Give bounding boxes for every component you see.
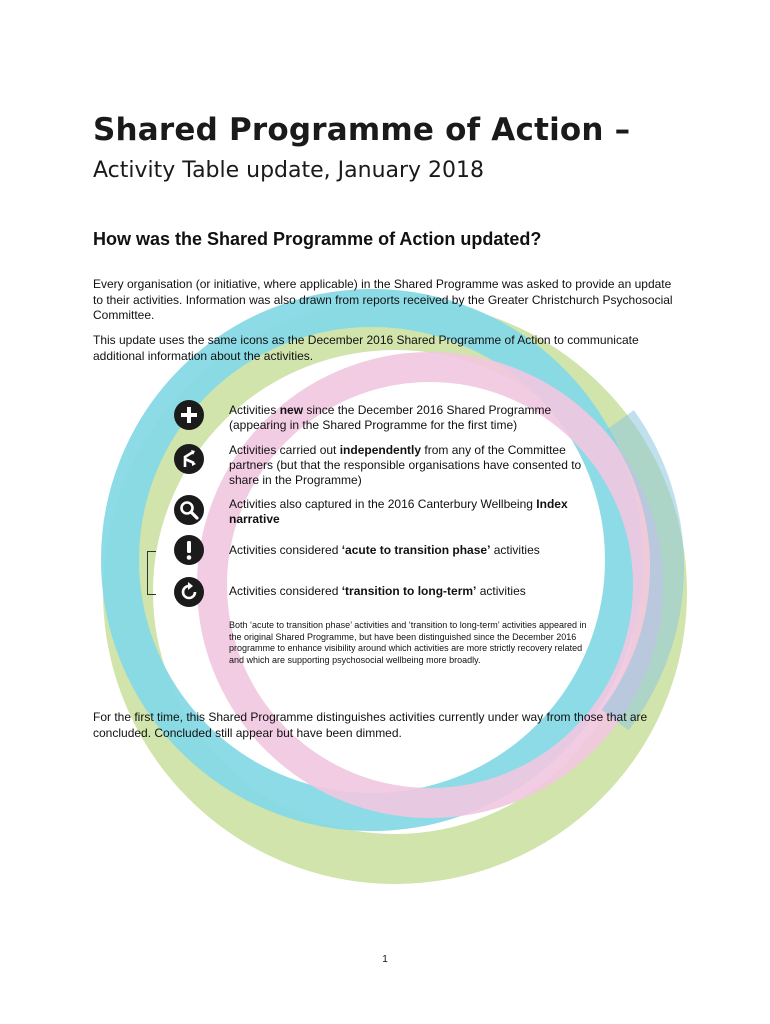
- legend-independent-post: from any of the Committee partners (but that the responsible organisations have consented to share in the Programme): [229, 443, 582, 487]
- icon-legend-new: [229, 403, 589, 433]
- legend-wellbeing-pre: Activities also captured in the 2016 Canterbury Wellbeing: [229, 497, 537, 511]
- legend-long-term-pre: Activities considered: [229, 584, 342, 598]
- legend-new-post: since the December 2016 Shared Programme (appearing in the Shared Programme for the first time): [229, 403, 552, 432]
- legend-acute-bold: ‘acute to transition phase’: [341, 543, 491, 557]
- legend-acute-pre: Activities considered: [229, 543, 342, 557]
- legend-independent-bold: independently: [339, 443, 422, 457]
- legend-independent-pre: Activities carried out: [229, 443, 340, 457]
- legend-new-bold: new: [279, 403, 304, 417]
- legend-long-term-bold: ‘transition to long-term’: [341, 584, 477, 598]
- group-bracket: [147, 551, 156, 595]
- intro-paragraph: Every organisation (or initiative, where applicable) in the Shared Programme was asked to provide an update to their activities. Information was also drawn from reports received by the Greater Christchurch Psychosocial Committee.: [93, 277, 673, 322]
- concluded-paragraph: For the first time, this Shared Programme distinguishes activities currently under way from those that are concluded. Concluded still appear but have been dimmed.: [93, 710, 648, 740]
- section-heading: How was the Shared Programme of Action updated?: [93, 229, 542, 249]
- page-title: Shared Programme of Action –: [93, 112, 631, 148]
- legend-long-term-post: activities: [476, 584, 526, 598]
- branch-arrow-icon: [174, 444, 204, 474]
- icons-paragraph: This update uses the same icons as the December 2016 Shared Programme of Action to communicate additional information about the activities.: [93, 333, 639, 363]
- exclamation-icon: [174, 535, 204, 565]
- legend-new-pre: Activities: [229, 403, 280, 417]
- plus-icon: [174, 400, 204, 430]
- phase-note: Both ‘acute to transition phase’ activities and ‘transition to long-term’ activities appeared in the original Shared Programme, but have been distinguished since the December 2016 programme to enhance visibility around which activities are more strictly recovery related and which are supporting psychosocial wellbeing more broadly.: [229, 620, 587, 665]
- magnifier-icon: [174, 495, 204, 525]
- icon-legend-acute: [229, 543, 589, 558]
- icon-legend-independent: [229, 443, 589, 488]
- cycle-arrow-icon: [174, 577, 204, 607]
- legend-wellbeing-bold: Index narrative: [229, 497, 568, 526]
- icon-legend-wellbeing: [229, 497, 589, 527]
- icon-legend-long-term: [229, 584, 589, 599]
- page-subtitle: Activity Table update, January 2018: [93, 158, 485, 183]
- legend-acute-post: activities: [490, 543, 540, 557]
- page-number: 1: [382, 954, 388, 965]
